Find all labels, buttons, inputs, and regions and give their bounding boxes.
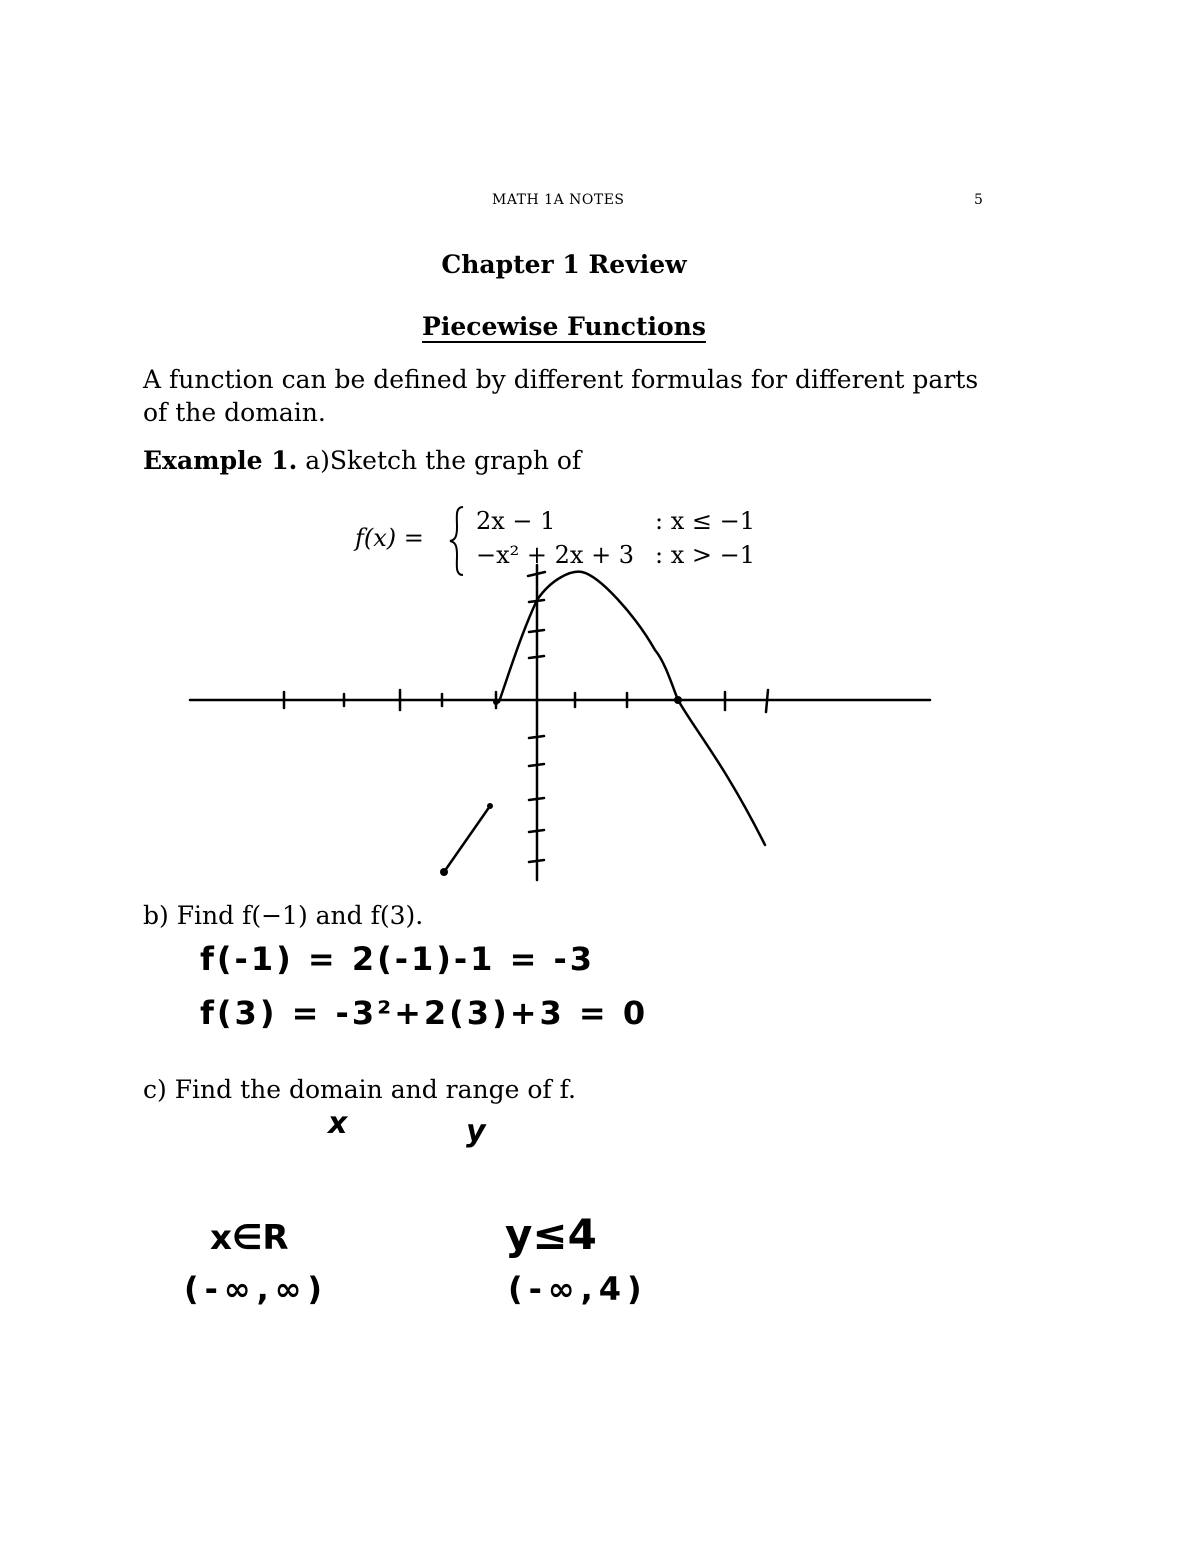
open-endpoint-mark — [493, 699, 499, 705]
example-label: Example 1. — [143, 446, 298, 475]
label-x: x — [328, 1106, 348, 1141]
linear-piece — [444, 806, 490, 872]
function-graph — [180, 560, 940, 890]
label-y: y — [466, 1114, 486, 1149]
piece1-formula: 2x − 1 — [476, 507, 556, 535]
part-b-work-line2: f(3) = -3²+2(3)+3 = 0 — [200, 994, 649, 1032]
range-interval: (-∞,4) — [508, 1270, 648, 1308]
domain-interval: (-∞,∞) — [184, 1270, 328, 1308]
example-part-a: a)Sketch the graph of — [305, 446, 582, 475]
piece2-formula: −x² + 2x + 3 — [476, 541, 635, 569]
x-intercept-point — [674, 696, 682, 704]
part-b-prompt: b) Find f(−1) and f(3). — [143, 901, 424, 930]
closed-endpoint — [440, 868, 448, 876]
intro-paragraph: A function can be defined by different formulas for different parts of the domain. — [143, 365, 979, 427]
section-title — [0, 312, 1128, 341]
domain-set: x∈R — [210, 1218, 289, 1258]
example-heading — [143, 446, 581, 475]
range-set: y≤4 — [505, 1210, 597, 1259]
segment-end — [487, 803, 493, 809]
part-b-work-line1: f(-1) = 2(-1)-1 = -3 — [200, 940, 596, 978]
page-number: 5 — [974, 192, 984, 208]
function-lhs: f(x) = — [355, 524, 424, 552]
part-c-prompt: c) Find the domain and range of f. — [143, 1075, 576, 1104]
section-title-text: Piecewise Functions — [422, 312, 706, 341]
piece1-condition: : x ≤ −1 — [655, 507, 755, 535]
running-head-title: MATH 1A NOTES — [492, 192, 625, 208]
piece2-condition: : x > −1 — [655, 541, 755, 569]
chapter-title: Chapter 1 Review — [441, 250, 687, 279]
